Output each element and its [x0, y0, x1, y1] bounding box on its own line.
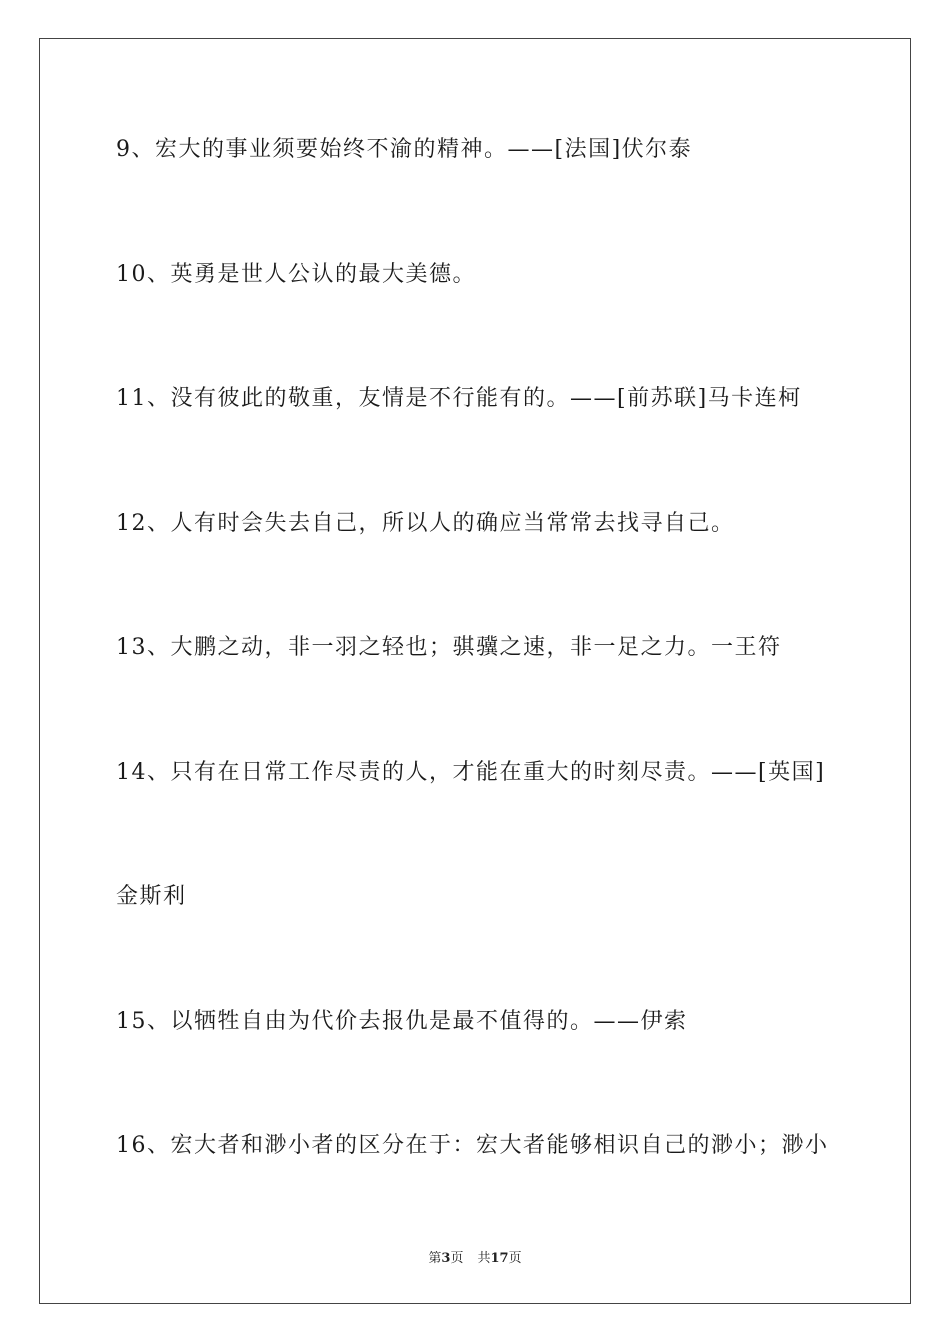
- quote-line-10: 10、英勇是世人公认的最大美德。: [116, 262, 476, 287]
- quote-line-14-continued: 金斯利: [116, 884, 187, 909]
- page-border: [39, 38, 911, 1304]
- quote-line-16: 16、宏大者和渺小者的区分在于：宏大者能够相识自己的渺小；渺小: [116, 1133, 829, 1158]
- quote-line-14: 14、只有在日常工作尽责的人，才能在重大的时刻尽责。——[英国]: [116, 760, 826, 785]
- quote-line-13: 13、大鹏之动，非一羽之轻也；骐骥之速，非一足之力。一王符: [116, 635, 782, 660]
- quote-line-12: 12、人有时会失去自己，所以人的确应当常常去找寻自己。: [116, 511, 735, 536]
- quote-line-15: 15、以牺牲自由为代价去报仇是最不值得的。——伊索: [116, 1009, 688, 1034]
- footer-total-suffix: 页: [508, 1251, 522, 1266]
- footer-page-total: 17: [490, 1251, 509, 1266]
- quote-line-11: 11、没有彼此的敬重，友情是不行能有的。——[前苏联]马卡连柯: [116, 386, 802, 411]
- footer-total-prefix: 共: [477, 1251, 491, 1266]
- footer-page-prefix: 第: [428, 1251, 442, 1266]
- footer-page-suffix: 页: [450, 1251, 464, 1266]
- page-footer: [0, 1247, 950, 1266]
- quote-line-9: 9、宏大的事业须要始终不渝的精神。——[法国]伏尔泰: [116, 137, 693, 162]
- footer-page-current: 3: [441, 1251, 451, 1266]
